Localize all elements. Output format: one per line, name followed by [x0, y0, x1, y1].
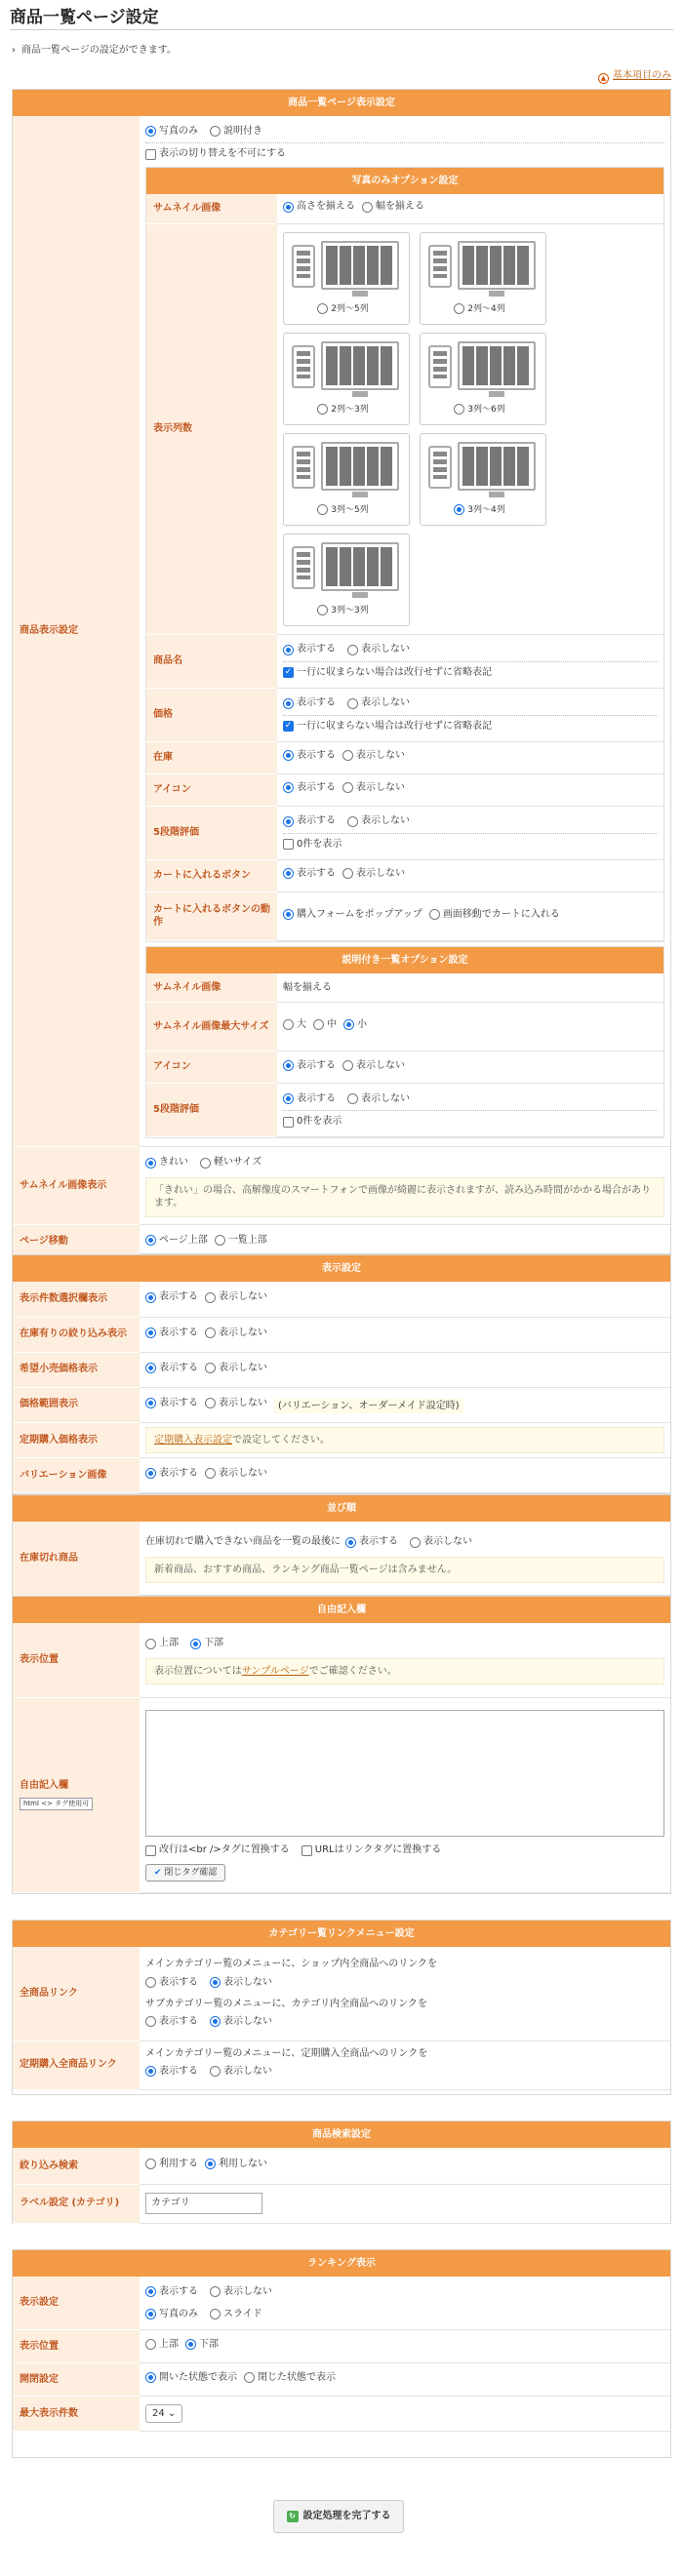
disable-switch-checkbox[interactable]: 表示の切り替えを不可にする	[145, 147, 286, 161]
out-of-stock-label: 在庫切れ商品	[13, 1522, 140, 1596]
thumb-width-radio[interactable]: 幅を揃える	[362, 200, 424, 214]
layout-option-5[interactable]: 3列～5列	[283, 433, 410, 526]
cart-popup-radio[interactable]: 購入フォームをポップアップ	[283, 908, 422, 922]
section-header: カテゴリー覧リンクメニュー設定	[13, 1921, 670, 1947]
ranking-open-label: 開閉設定	[13, 2363, 140, 2397]
name-label: 商品名	[146, 634, 277, 688]
ranking-position-label: 表示位置	[13, 2330, 140, 2363]
free-text-label: 自由記入欄	[20, 1779, 68, 1791]
all-products-label: 全商品リンク	[13, 1947, 140, 2041]
layout-option-7[interactable]: 3列～3列	[283, 534, 410, 626]
rank-pos-top-radio[interactable]: 上部	[145, 2338, 179, 2352]
main-all-hide-radio[interactable]: 表示しない	[210, 1976, 272, 1990]
photo-options-header: 写真のみオプション設定	[146, 168, 663, 194]
rank-photo-radio[interactable]: 写真のみ	[145, 2308, 198, 2321]
cart-action-label: カートに入れるボタンの動作	[146, 892, 277, 940]
rank-show-radio[interactable]: 表示する	[145, 2285, 198, 2299]
subscr-settings-link[interactable]: 定期購入表示設定	[154, 1434, 232, 1446]
search-settings-panel	[12, 2120, 671, 2224]
disp-show-radio[interactable]: 表示する	[145, 1290, 198, 1304]
disp-show-radio[interactable]: 表示する	[145, 1327, 198, 1340]
disp-hide-radio[interactable]: 表示しない	[205, 1362, 267, 1375]
price-ellipsis-checkbox[interactable]: ✓ 一行に収まらない場合は改行せずに省略表記	[284, 720, 492, 732]
sub-all-show-radio[interactable]: 表示する	[145, 2015, 198, 2029]
photo-options	[145, 167, 664, 942]
layout-preview-icon	[288, 440, 405, 502]
icon-label: アイコン	[146, 773, 277, 806]
desc-icon-label: アイコン	[146, 1051, 277, 1084]
subscr-all-label: 定期購入全商品リンク	[13, 2041, 140, 2089]
name-show-radio[interactable]: 表示する	[283, 643, 336, 656]
disp-show-radio[interactable]: 表示する	[145, 1362, 198, 1375]
oos-show-radio[interactable]: 表示する	[345, 1535, 398, 1549]
page-title: 商品一覧ページ設定	[10, 8, 159, 27]
desc-options-header: 説明付き一覧オプション設定	[146, 947, 663, 973]
pos-bottom-radio[interactable]: 下部	[190, 1637, 223, 1650]
display-row-label: 在庫有りの絞り込み表示	[13, 1317, 140, 1352]
name-ellipsis-checkbox[interactable]: ✓ 一行に収まらない場合は改行せずに省略表記	[284, 666, 492, 678]
refresh-icon: ↻	[287, 2511, 299, 2522]
desc-rating-show-radio[interactable]: 表示する	[283, 1092, 336, 1106]
display-row-label: 定期購入価格表示	[13, 1422, 140, 1458]
size-large-radio[interactable]: 大	[283, 1018, 306, 1032]
section-header: 並び順	[13, 1495, 670, 1522]
filter-label: 絞り込み検索	[13, 2148, 140, 2184]
range-extra-note: (バリエーション、オーダーメイド設定時)	[274, 1399, 463, 1413]
out-of-stock-note: 新着商品、おすすめ商品、ランキング商品一覧ページは含みません。	[145, 1557, 664, 1584]
desc-rating-zero-checkbox[interactable]: 0件を表示	[283, 1115, 342, 1129]
desc-rating-hide-radio[interactable]: 表示しない	[347, 1092, 410, 1106]
paging-list-radio[interactable]: 一覧上部	[215, 1234, 267, 1248]
html-tag-badge: html <> タグ使用可	[20, 1798, 93, 1810]
size-medium-radio[interactable]: 中	[313, 1018, 337, 1032]
free-text-label-cell	[13, 1697, 140, 1892]
check-icon: ✔	[154, 1867, 162, 1878]
sub-all-hide-radio[interactable]: 表示しない	[210, 2015, 272, 2029]
sort-order-panel	[12, 1494, 671, 1596]
layout-preview-icon	[288, 339, 405, 402]
br-replace-checkbox[interactable]: 改行は<br />タグに置換する	[145, 1843, 290, 1857]
url-replace-checkbox[interactable]: URLはリンクタグに置換する	[301, 1843, 441, 1857]
complete-settings-button[interactable]: ↻ 設定処理を完了する	[273, 2500, 404, 2533]
thumb-height-radio[interactable]: 高さを揃える	[283, 200, 355, 214]
disp-hide-radio[interactable]: 表示しない	[205, 1397, 267, 1410]
subscr-show-radio[interactable]: 表示する	[145, 2065, 198, 2079]
layout-option-2[interactable]: 2列～4列	[420, 232, 546, 325]
all-text-sub: サブカテゴリー覧のメニューに、カテゴリ内全商品へのリンクを	[145, 1998, 427, 2009]
rating-label: 5段階評価	[146, 806, 277, 859]
rank-hide-radio[interactable]: 表示しない	[210, 2285, 272, 2299]
desc-thumb-value: 幅を揃える	[277, 973, 663, 1003]
rank-open-radio[interactable]: 開いた状態で表示	[145, 2371, 237, 2385]
position-note: 表示位置についてはサンプルページでご確認ください。	[145, 1658, 664, 1685]
desc-icon-hide-radio[interactable]: 表示しない	[342, 1059, 405, 1073]
thumb-label: サムネイル画像	[146, 194, 277, 223]
layout-preview-icon	[288, 239, 405, 301]
category-link-panel	[12, 1920, 671, 2095]
category-label-input[interactable]: カテゴリ	[145, 2193, 262, 2214]
stock-show-radio[interactable]: 表示する	[283, 749, 336, 763]
position-label: 表示位置	[13, 1623, 140, 1697]
page-description	[0, 30, 683, 69]
list-display-panel	[12, 89, 671, 1254]
stock-label: 在庫	[146, 741, 277, 773]
layout-preview-icon	[424, 239, 542, 301]
top-link-row	[0, 69, 683, 89]
disp-hide-radio[interactable]: 表示しない	[205, 1327, 267, 1340]
chevron-down-icon: ⌄	[167, 2407, 177, 2419]
thumbview-clean-radio[interactable]: きれい	[145, 1156, 188, 1169]
disp-hide-radio[interactable]: 表示しない	[205, 1290, 267, 1304]
rating-show-radio[interactable]: 表示する	[283, 814, 336, 828]
display-row-label: 表示件数選択欄表示	[13, 1282, 140, 1317]
thumbview-note: 「きれい」の場合、高解像度のスマートフォンで画像が綺麗に表示されますが、読み込み時間がかかる場合があります。	[145, 1177, 664, 1217]
paging-label: ページ移動	[13, 1225, 140, 1259]
desc-thumb-label: サムネイル画像	[146, 973, 277, 1003]
subscr-note: 定期購入表示設定で設定してください。	[145, 1427, 664, 1454]
layout-option-4[interactable]: 3列～6列	[420, 333, 546, 425]
section-header: 表示設定	[13, 1255, 670, 1282]
rating-zero-checkbox[interactable]: 0件を表示	[283, 838, 342, 852]
paging-top-radio[interactable]: ページ上部	[145, 1234, 208, 1248]
all-text-main: メインカテゴリー覧のメニューに、ショップ内全商品へのリンクを	[145, 1959, 437, 1970]
layout-option-3[interactable]: 2列～3列	[283, 333, 410, 425]
display-row-label: バリエーション画像	[13, 1458, 140, 1493]
icon-show-radio[interactable]: 表示する	[283, 781, 336, 795]
columns-label: 表示列数	[146, 223, 277, 634]
layout-preview-icon	[424, 440, 542, 502]
size-small-radio[interactable]: 小	[343, 1018, 367, 1032]
rank-closed-radio[interactable]: 閉じた状態で表示	[244, 2371, 336, 2385]
thumbview-label: サムネイル画像表示	[13, 1147, 140, 1225]
ranking-max-label: 最大表示件数	[13, 2397, 140, 2432]
layout-preview-icon	[288, 540, 405, 603]
close-tag-button[interactable]: ✔ 閉じタグ確認	[145, 1864, 225, 1882]
ranking-panel	[12, 2249, 671, 2458]
chevron-right-icon: ›	[12, 45, 16, 56]
category-label-setting: ラベル設定 (カテゴリ)	[13, 2184, 140, 2223]
main-all-show-radio[interactable]: 表示する	[145, 1976, 198, 1990]
mode-desc-radio[interactable]: 説明付き	[210, 125, 262, 139]
subscr-text: メインカテゴリー覧のメニューに、定期購入全商品へのリンクを	[145, 2047, 428, 2059]
rank-pos-bottom-radio[interactable]: 下部	[185, 2338, 219, 2352]
free-text-panel	[12, 1596, 671, 1894]
disp-show-radio[interactable]: 表示する	[145, 1397, 198, 1410]
subscr-hide-radio[interactable]: 表示しない	[210, 2065, 272, 2079]
disp-show-radio[interactable]: 表示する	[145, 1467, 198, 1481]
desc-icon-show-radio[interactable]: 表示する	[283, 1059, 336, 1073]
desc-max-label: サムネイル画像最大サイズ	[146, 1003, 277, 1051]
filter-nouse-radio[interactable]: 利用しない	[205, 2158, 267, 2171]
price-hide-radio[interactable]: 表示しない	[347, 696, 410, 710]
free-text-textarea[interactable]	[145, 1710, 664, 1837]
layout-option-1[interactable]: 2列～5列	[283, 232, 410, 325]
section-header: ランキング表示	[13, 2250, 670, 2277]
layout-preview-icon	[424, 339, 542, 402]
thumbview-light-radio[interactable]: 軽いサイズ	[200, 1156, 261, 1169]
ranking-max-select[interactable]: 24 ⌄	[145, 2404, 182, 2424]
pos-top-radio[interactable]: 上部	[145, 1637, 179, 1650]
display-row-label: 希望小売価格表示	[13, 1352, 140, 1387]
desc-rating-label: 5段階評価	[146, 1084, 277, 1137]
rating-hide-radio[interactable]: 表示しない	[347, 814, 410, 828]
layout-grid	[283, 228, 658, 630]
cart-show-radio[interactable]: 表示する	[283, 867, 336, 881]
description-text: 商品一覧ページの設定ができます。	[21, 45, 177, 56]
display-row-label: 価格範囲表示	[13, 1387, 140, 1422]
sample-page-link[interactable]: サンプルページ	[241, 1665, 309, 1677]
price-label: 価格	[146, 688, 277, 741]
oos-hide-radio[interactable]: 表示しない	[410, 1535, 472, 1549]
section-header: 商品検索設定	[13, 2121, 670, 2148]
product-display-label: 商品表示設定	[13, 116, 140, 1147]
mode-photo-radio[interactable]: 写真のみ	[145, 125, 198, 139]
name-hide-radio[interactable]: 表示しない	[347, 643, 410, 656]
display-settings-panel	[12, 1254, 671, 1494]
price-show-radio[interactable]: 表示する	[283, 696, 336, 710]
filter-use-radio[interactable]: 利用する	[145, 2158, 198, 2171]
desc-options	[145, 946, 664, 1139]
icon-hide-radio[interactable]: 表示しない	[342, 781, 405, 795]
ranking-display-label: 表示設定	[13, 2277, 140, 2330]
out-of-stock-text: 在庫切れで購入できない商品を一覧の最後に	[145, 1536, 341, 1548]
stock-hide-radio[interactable]: 表示しない	[342, 749, 405, 763]
cart-hide-radio[interactable]: 表示しない	[342, 867, 405, 881]
arrow-up-icon: ▲	[598, 73, 609, 84]
cart-label: カートに入れるボタン	[146, 859, 277, 892]
rank-slide-radio[interactable]: スライド	[210, 2308, 262, 2321]
section-header: 自由記入欄	[13, 1597, 670, 1623]
cart-move-radio[interactable]: 画面移動でカートに入れる	[429, 908, 560, 922]
basic-items-link[interactable]: 基本項目のみ	[613, 70, 671, 81]
disp-hide-radio[interactable]: 表示しない	[205, 1467, 267, 1481]
layout-option-6[interactable]: 3列～4列	[420, 433, 546, 526]
section-header: 商品一覧ページ表示設定	[13, 90, 670, 116]
